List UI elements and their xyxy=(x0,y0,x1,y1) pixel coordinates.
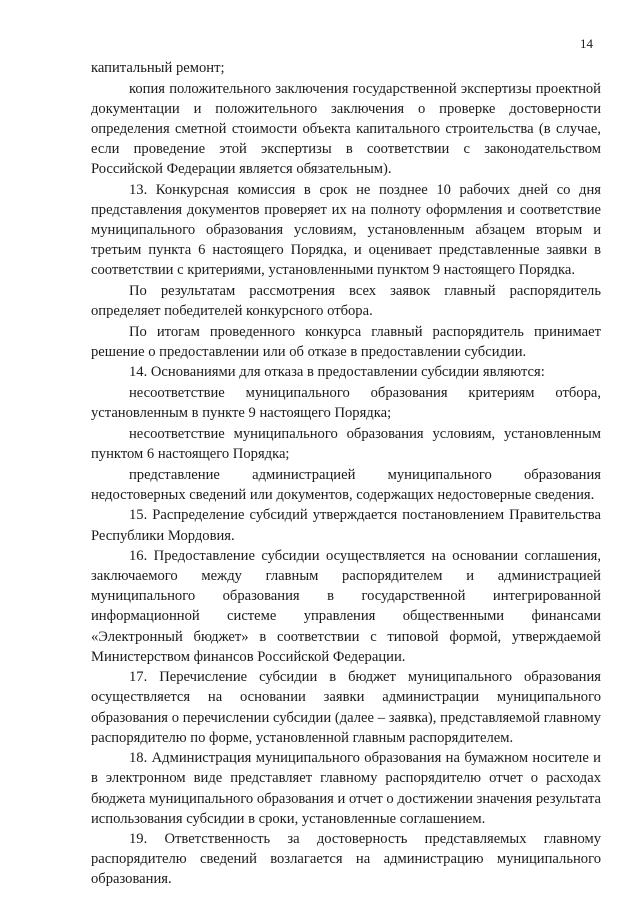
paragraph-14-criteria: несоответствие муниципального образования критериям отбора, установленным в пункте 9 настоящего Порядка; xyxy=(91,385,601,422)
paragraph-14: 14. Основаниями для отказа в предоставлении субсидии являются: xyxy=(129,364,545,381)
page-number: 14 xyxy=(580,36,593,51)
paragraph-competition-results: По итогам проведенного конкурса главный распорядитель принимает решение о предоставлении или об отказе в предоставлении субсидии. xyxy=(91,323,601,360)
paragraph-review-results: По результатам рассмотрения всех заявок главный распорядитель определяет победителей конкурсного отбора. xyxy=(91,282,601,319)
paragraph-18: 18. Администрация муниципального образования на бумажном носителе и в электронном виде представляет главному распорядителю отчет о расходах бюджета муниципального образования и отчет о достижении значения результата использования субсидии в сроки, установленные соглашением. xyxy=(91,750,601,827)
paragraph-16: 16. Предоставление субсидии осуществляется на основании соглашения, заключаемого между главным распорядителем и администрацией муниципального образования в государственной интегрированной информационной системе управления общественными финансами «Электронный бюджет» в соответствии с типовой формой, утверждаемой Министерством финансов Российской Федерации. xyxy=(91,548,601,665)
paragraph-15: 15. Распределение субсидий утверждается постановлением Правительства Республики Мордовия. xyxy=(91,507,601,544)
document-body xyxy=(91,58,601,890)
paragraph-17: 17. Перечисление субсидии в бюджет муниципального образования осуществляется на основании заявки администрации муниципального образования о перечислении субсидии (далее – заявка), представляемой главному распорядителю по форме, установленной главным распорядителем. xyxy=(91,669,601,746)
paragraph-expertise-copy: копия положительного заключения государственной экспертизы проектной документации и положительного заключения о проверке достоверности определения сметной стоимости объекта капитального строительства (в случае, если проведение этой экспертизы в соответствии с законодательством Российской Федерации является обязательным). xyxy=(91,80,601,178)
paragraph-13: 13. Конкурсная комиссия в срок не позднее 10 рабочих дней со дня представления документов проверяет их на полноту оформления и соответствие муниципального образования условиям, установленным абзацем вторым и третьим пункта 6 настоящего Порядка, и оценивает представленные заявки в соответствии с критериями, установленными пунктом 9 настоящего Порядка. xyxy=(91,181,601,279)
paragraph-14-conditions: несоответствие муниципального образования условиям, установленным пунктом 6 настоящего Порядка; xyxy=(91,425,601,462)
paragraph-19: 19. Ответственность за достоверность представляемых главному распорядителю сведений возлагается на администрацию муниципального образования. xyxy=(91,831,601,888)
paragraph-14-false-info: представление администрацией муниципального образования недостоверных сведений или документов, содержащих недостоверные сведения. xyxy=(91,466,601,503)
paragraph-continuation: капитальный ремонт; xyxy=(91,60,225,76)
